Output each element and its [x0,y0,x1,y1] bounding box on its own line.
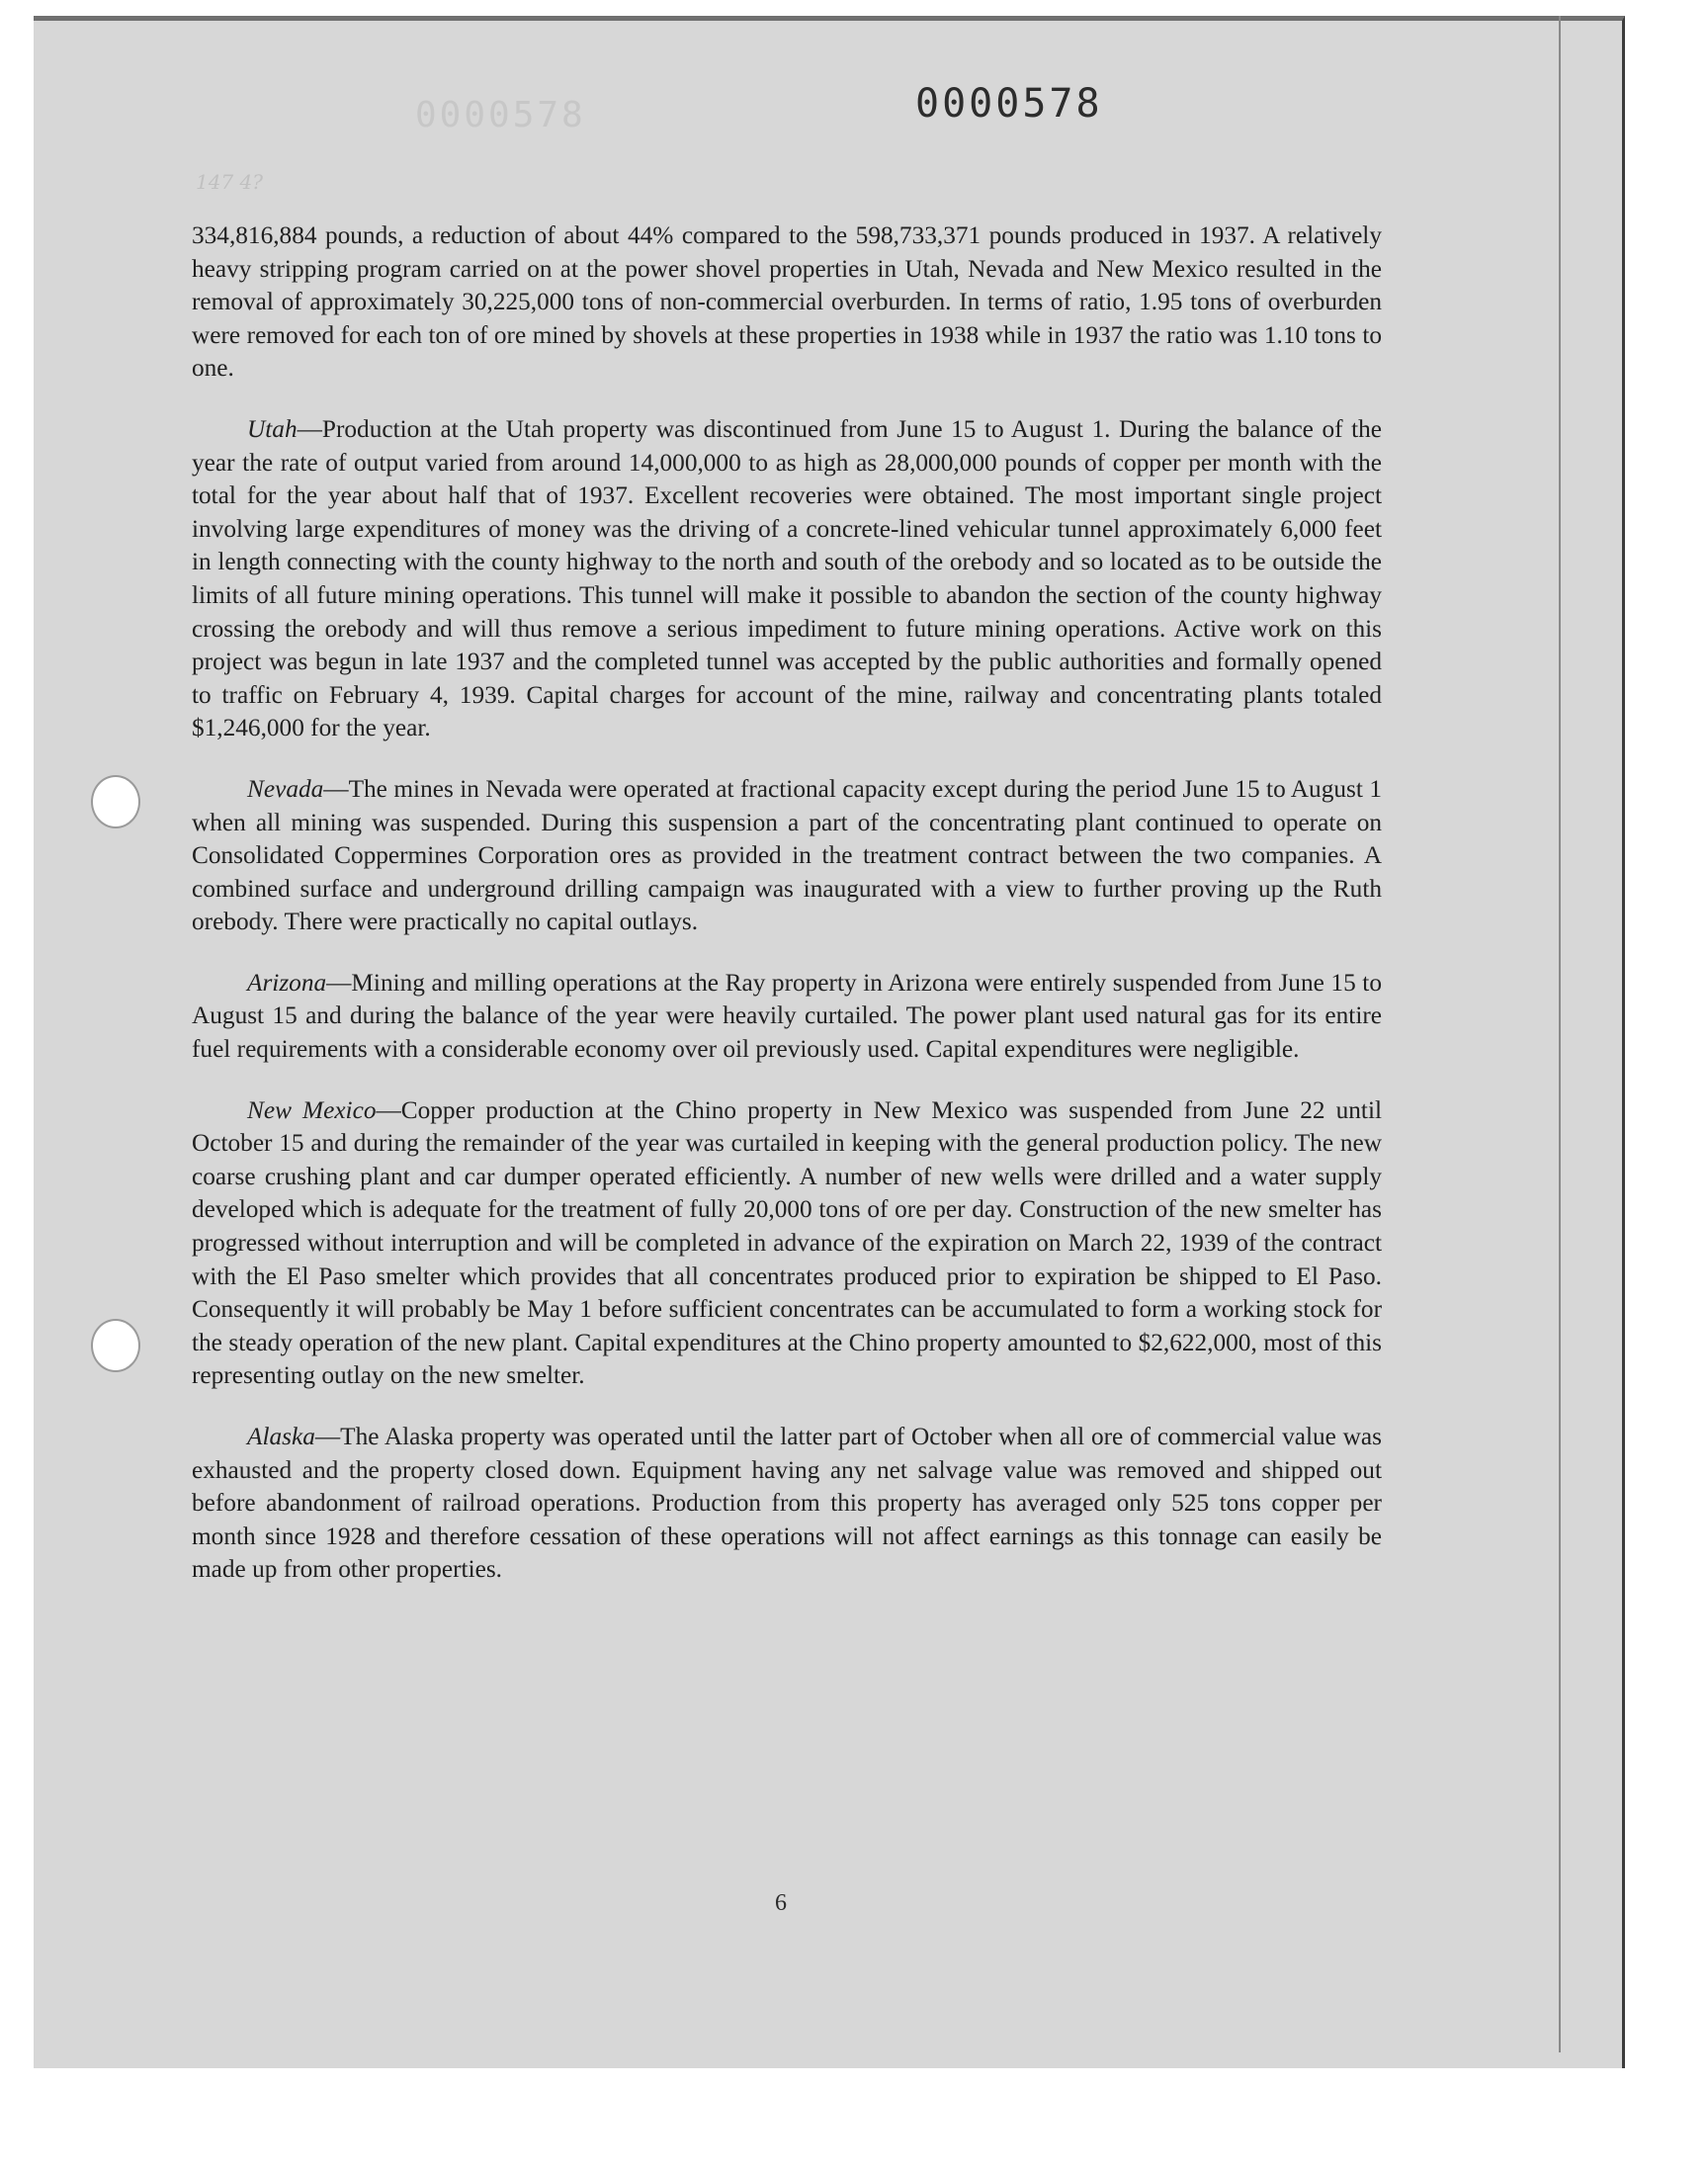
paragraph-text: —The Alaska property was operated until the latter part of October when all ore of commercial value was exhausted and the property closed down. Equipment having any net salvage value was removed and shipped out before abandonment of railroad operations. Production from this property has averaged only 525 tons copper per month since 1928 and therefore cessation of these operations will not affect earnings as this tonnage can easily be made up from other properties. [192,1423,1382,1584]
paragraph-text: —The mines in Nevada were operated at fractional capacity except during the period June 15 to August 1 when all mining was suspended. During this suspension a part of the concentrating plant continued to operate on Consolidated Coppermines Corporation ores as provided in the treatment contract between the two companies. A combined surface and underground drilling campaign was inaugurated with a view to further proving up the Ruth orebody. There were practically no capital outlays. [192,774,1382,936]
paragraph-new-mexico [192,1094,1382,1393]
paragraph-intro [192,219,1382,386]
paragraph-text: —Copper production at the Chino property in New Mexico was suspended from June 22 until October 15 and during the remainder of the year was curtailed in keeping with the general production policy. The new coarse crushing plant and car dumper operated efficiently. A number of new wells were drilled and a water supply developed which is adequate for the treatment of fully 20,000 tons of ore per day. Construction of the new smelter has progressed without interruption and will be completed in advance of the expiration on March 22, 1939 of the contract with the El Paso smelter which provides that all concentrates produced prior to expiration be shipped to El Paso. Consequently it will probably be May 1 before sufficient concentrates can be accumulated to form a working stock for the steady operation of the new plant. Capital expenditures at the Chino property amounted to $2,622,000, most of this representing outlay on the new smelter. [192,1095,1382,1390]
paragraph-heading: Utah [247,414,298,443]
paragraph-heading: Alaska [247,1423,315,1450]
paper-edge-shadow [1559,16,1561,2052]
document-stamp-number: 0000578 [915,81,1103,127]
paragraph-alaska [192,1421,1382,1587]
page-number: 6 [775,1890,787,1916]
paragraph-text: —Production at the Utah property was discontinued from June 15 to August 1. During the balance of the year the rate of output varied from around 14,000,000 to as high as 28,000,000 pounds of copper per month with the total for the year about half that of 1937. Excellent recoveries were obtained. The most important single project involving large expenditures of money was the driving of a concrete-lined vehicular tunnel approximately 6,000 feet in length connecting with the county highway to the north and south of the orebody and so located as to be outside the limits of all future mining operations. This tunnel will make it possible to abandon the section of the county highway crossing the orebody and will thus remove a serious impediment to future mining operations. Active work on this project was begun in late 1937 and the completed tunnel was accepted by the public authorities and formally opened to traffic on February 4, 1939. Capital charges for account of the mine, railway and concentrating plants totaled $1,246,000 for the year. [192,414,1382,742]
paragraph-heading: Arizona [247,968,327,997]
paragraph-nevada [192,773,1382,939]
bleed-through-number: 0000578 [415,95,586,135]
paragraph-text: —Mining and milling operations at the Ray property in Arizona were entirely suspended from June 15 to August 15 and during the balance of the year were heavily curtailed. The power plant used natural gas for its entire fuel requirements with a considerable economy over oil previously used. Capital expenditures were negligible. [192,968,1382,1064]
paragraph-heading: New Mexico [247,1095,377,1124]
paragraph-arizona [192,967,1382,1067]
pencil-mark: 147 4? [196,170,263,194]
document-body [192,219,1382,1614]
paragraph-text: 334,816,884 pounds, a reduction of about 44% compared to the 598,733,371 pounds produced in 1937. A relatively heavy stripping program carried on at the power shovel properties in Utah, Nevada and New Mexico resulted in the removal of approximately 30,225,000 tons of non-commercial overburden. In terms of ratio, 1.95 tons of overburden were removed for each ton of ore mined by shovels at these properties in 1938 while in 1937 the ratio was 1.10 tons to one. [192,221,1382,383]
punch-hole-upper [91,775,140,828]
paragraph-heading: Nevada [247,774,324,803]
paragraph-utah [192,413,1382,745]
punch-hole-lower [91,1319,140,1372]
